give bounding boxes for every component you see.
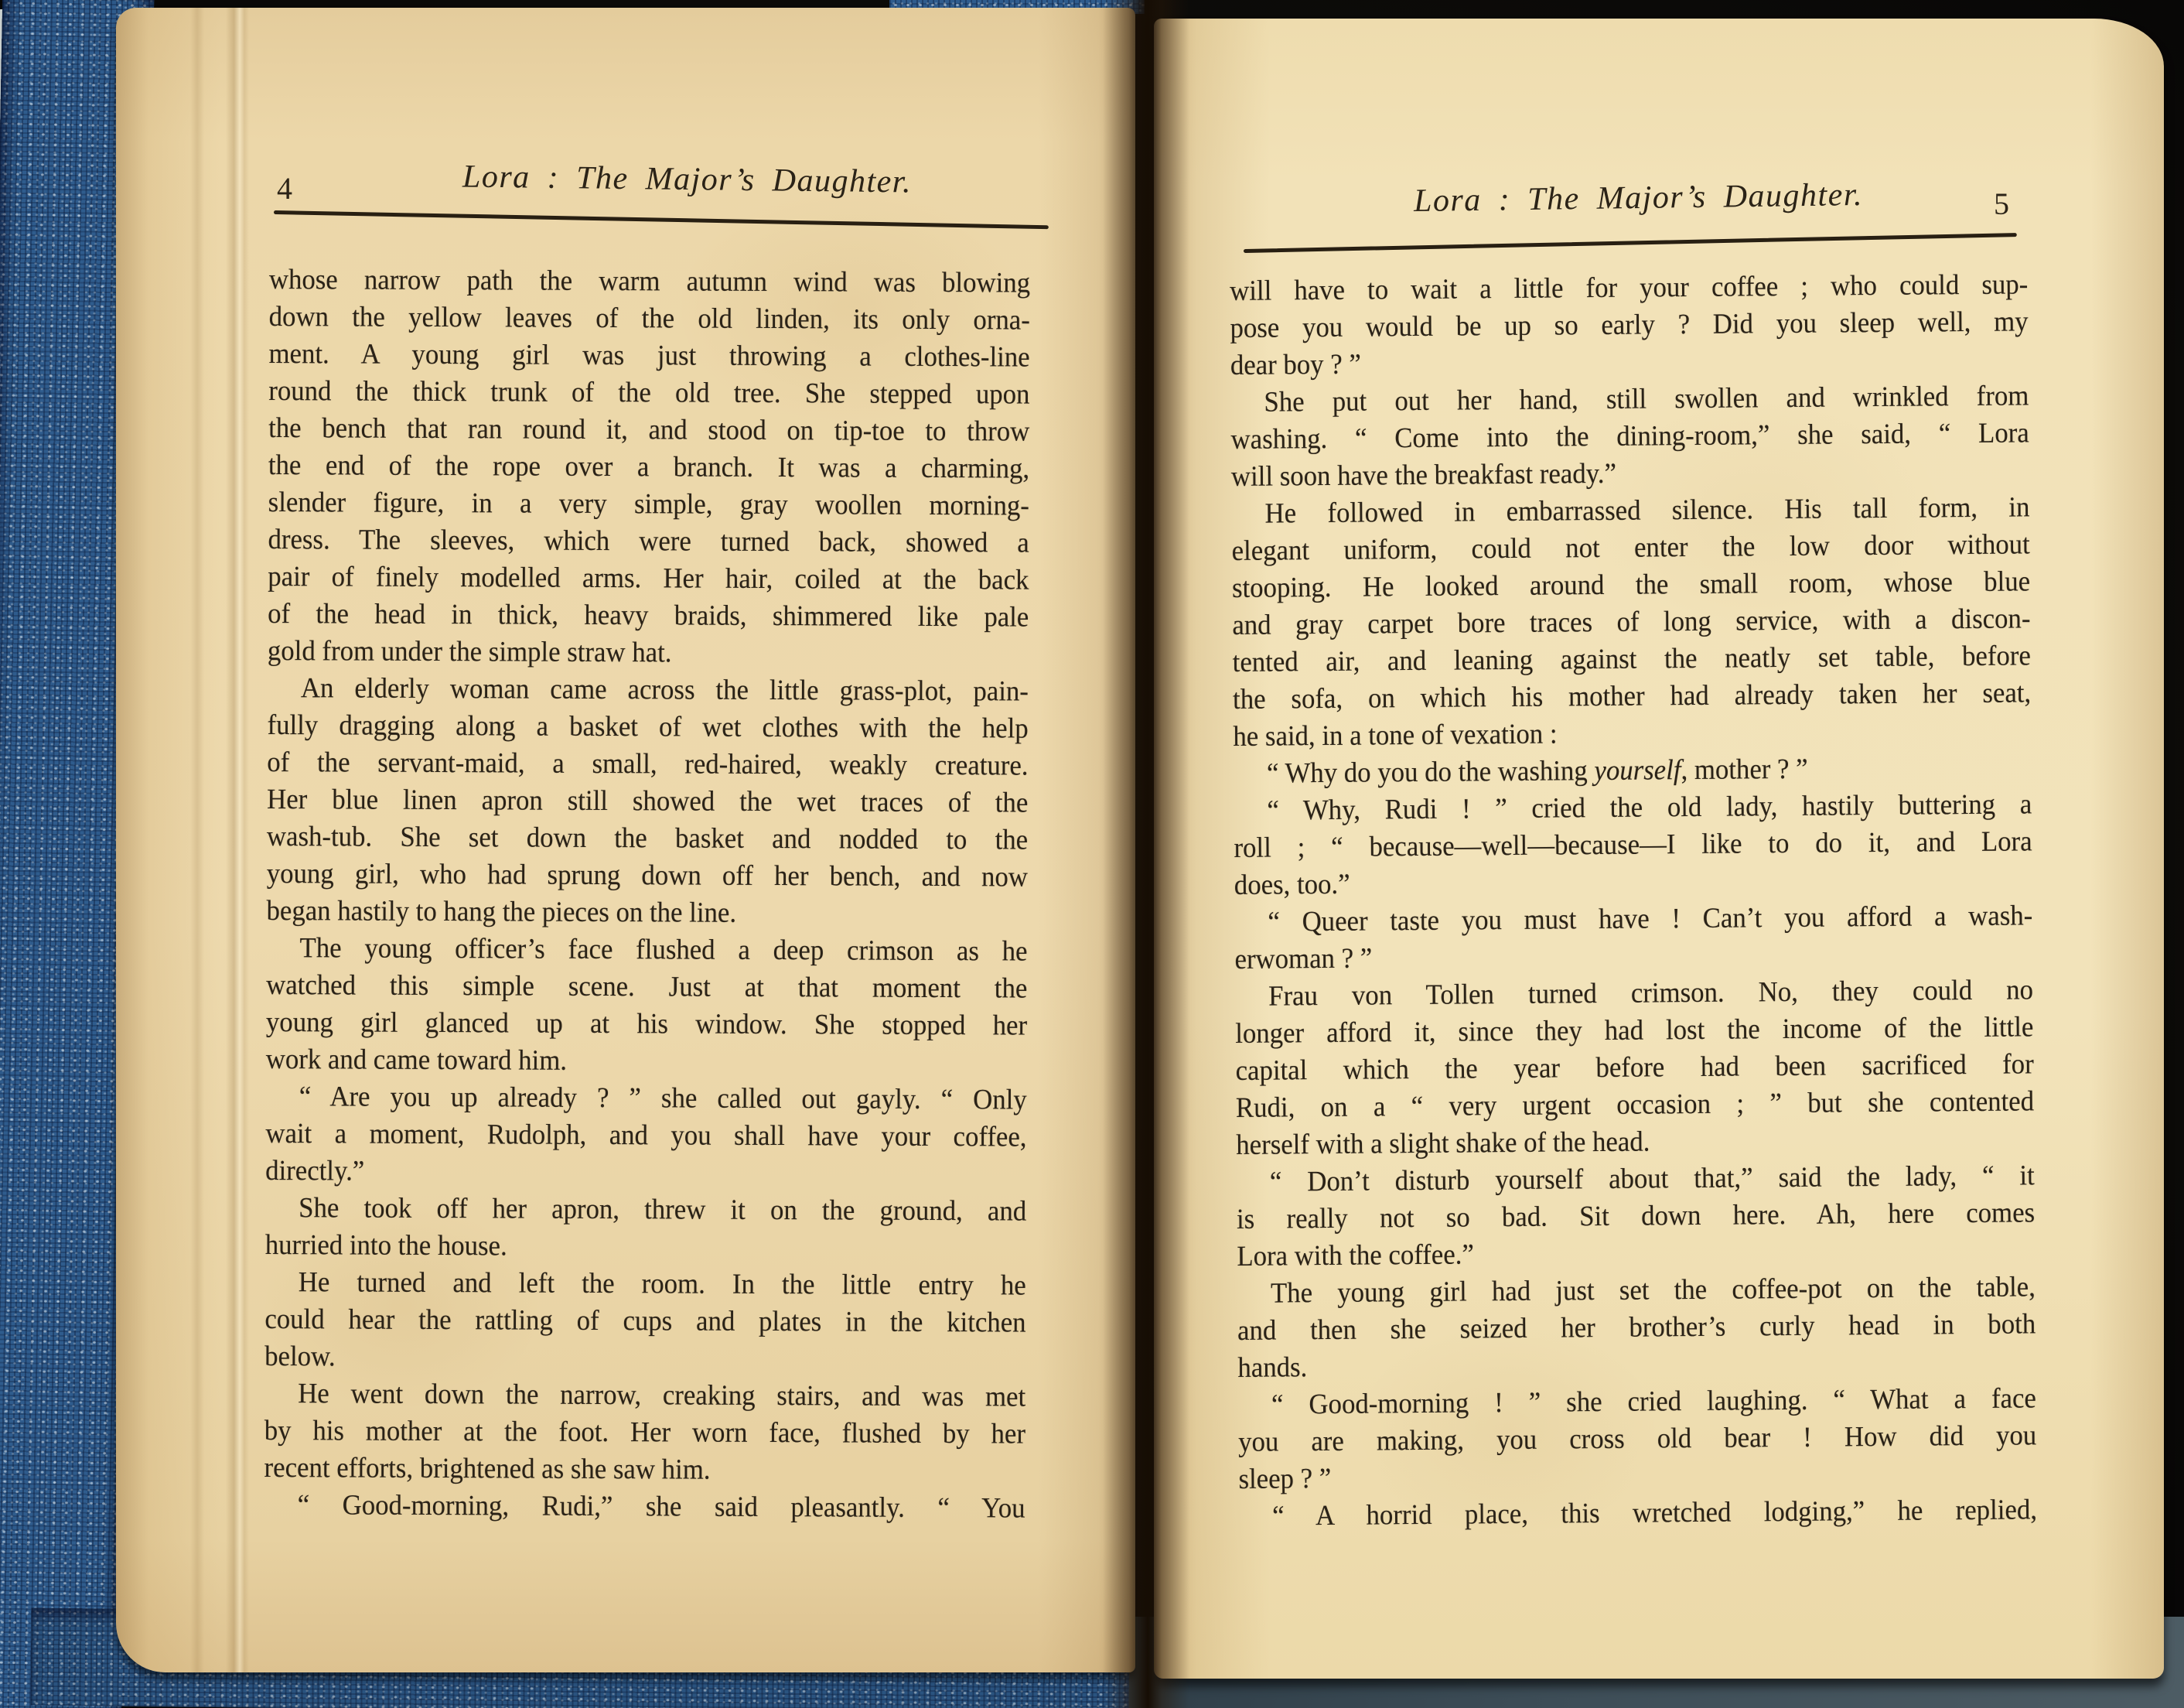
page-number-left: 4 (277, 171, 292, 206)
text-line: dear boy ? ” (1230, 348, 1362, 381)
text-line: will soon have the breakfast ready.” (1230, 457, 1617, 493)
text-line: herself with a slight shake of the head. (1236, 1126, 1650, 1161)
text-line: hands. (1237, 1351, 1308, 1384)
text-line: watched this simple scene. Just at that moment the (266, 968, 1028, 1005)
text-line: sleep ? ” (1238, 1462, 1332, 1495)
text-line: He turned and left the room. In the little entry he (298, 1266, 1026, 1302)
text-line: directly.” (265, 1154, 365, 1187)
text-line: you are making, you cross old bear ! How did you (1238, 1419, 2037, 1458)
text-line: erwoman ? ” (1234, 942, 1373, 975)
text-line: He followed in embarrassed silence. His tall form, in (1264, 491, 2030, 530)
text-line: began hastily to hang the pieces on the line. (266, 894, 737, 929)
text-line: by his mother at the foot. Her worn face, flushed by her (264, 1414, 1026, 1450)
header-rule-left (274, 210, 1049, 229)
text-line: “ Why, Rudi ! ” cried the old lady, hastily buttering a (1267, 788, 2032, 827)
text-line: hurried into the house. (264, 1228, 507, 1262)
text-line: “ Good-morning, Rudi,” she said pleasantly. “ You (297, 1489, 1025, 1525)
page-fold-crease (226, 8, 249, 1672)
text-line: capital which the year before had been sacrificed for (1235, 1048, 2034, 1087)
text-line: work and came toward him. (265, 1043, 568, 1077)
text-line: An elderly woman came across the little grass-plot, pain- (300, 672, 1029, 708)
text-line: is really not so bad. Sit down here. Ah, here comes (1236, 1197, 2036, 1235)
text-line (1234, 749, 2032, 793)
text-line: slender figure, in a very simple, gray woollen morning- (268, 486, 1029, 522)
text-line: “ Queer taste you must have ! Can’t you afford a wash- (1268, 900, 2033, 938)
text-line: does, too.” (1234, 868, 1350, 901)
text-line: elegant uniform, could not enter the low door without (1231, 528, 2030, 567)
text-line: washing. “ Come into the dining-room,” she said, “ Lora (1230, 417, 2029, 456)
text-line: recent efforts, brightened as she saw him. (264, 1451, 711, 1486)
left-page (116, 8, 1135, 1672)
text-line: The young girl had just set the coffee-pot on the table, (1270, 1271, 2036, 1310)
text-line: the sofa, on which his mother had already taken her seat, (1232, 677, 2032, 716)
text-line: below. (264, 1340, 336, 1373)
running-title-right: Lora : The Major’s Daughter. (1413, 176, 1864, 220)
right-page (1154, 19, 2164, 1679)
text-line: round the thick trunk of the old tree. She stepped upon (268, 374, 1030, 411)
text-line: longer afford it, since they had lost the income of the little (1235, 1011, 2034, 1050)
text-line: down the yellow leaves of the old linden, its only orna- (268, 300, 1030, 336)
text-line: young girl, who had sprung down off her bench, and now (266, 857, 1029, 893)
text-line: stooping. He looked around the small room, whose blue (1231, 565, 2031, 604)
text-line: pair of finely modelled arms. Her hair, coiled at the back (268, 560, 1029, 596)
text-line: roll ; “ because—well—because—I like to do it, and Lora (1234, 825, 2032, 864)
text-line: pose you would be up so early ? Did you sleep well, my (1230, 306, 2029, 344)
text-line: “ A horrid place, this wretched lodging,” he replied, (1271, 1494, 2038, 1532)
text-line: gold from under the simple straw hat. (267, 634, 672, 669)
text-line: ment. A young girl was just throwing a clothes-line (268, 337, 1030, 374)
line-segment: “ Why do you do the washing (1266, 755, 1595, 790)
line-segment: , mother ? ” (1681, 753, 1808, 787)
text-line: whose narrow path the warm autumn wind was blowing (268, 263, 1031, 299)
text-line: of the servant-maid, a small, red-haired, weakly creature. (267, 746, 1029, 782)
text-line: He went down the narrow, creaking stairs, and was met (298, 1378, 1026, 1413)
text-line: Frau von Tollen turned crimson. No, they could no (1268, 974, 2034, 1013)
text-line: She took off her apron, threw it on the ground, and (299, 1192, 1027, 1228)
text-line: young girl glanced up at his window. She stopped her (265, 1006, 1028, 1042)
text-line: and gray carpet bore traces of long service, with a discon- (1232, 603, 2031, 641)
page-fold-crease-faint (190, 8, 204, 1672)
text-line: “ Don’t disturb yourself about that,” said the lady, “ it (1269, 1160, 2035, 1198)
text-line: of the head in thick, heavy braids, shimmered like pale (268, 597, 1029, 634)
text-line: tented air, and leaning against the neatly set table, before (1232, 640, 2031, 678)
text-line: Lora with the coffee.” (1237, 1238, 1474, 1272)
text-line: wait a moment, Rudolph, and you shall have your coffee, (265, 1117, 1027, 1153)
italic-word: yourself (1594, 754, 1681, 787)
text-line: the bench that ran round it, and stood on tip-toe to throw (268, 412, 1030, 448)
text-line: “ Are you up already ? ” she called out gayly. “ Only (299, 1081, 1027, 1116)
text-line: “ Good-morning ! ” she cried laughing. “ What a face (1271, 1382, 2037, 1421)
text-line: and then she seized her brother’s curly head in both (1237, 1308, 2036, 1347)
text-line: She put out her hand, still swollen and wrinkled from (1264, 380, 2029, 418)
body-text-right (1230, 266, 2037, 1535)
text-line: Rudi, on a “ very urgent occasion ; ” but she contented (1235, 1085, 2035, 1124)
text-line: the end of the rope over a branch. It was a charming, (268, 449, 1030, 485)
page-number-right: 5 (1994, 186, 2009, 221)
header-rule-right (1244, 233, 2017, 253)
text-line: will have to wait a little for your coffee ; who could sup- (1230, 268, 2029, 307)
text-line: dress. The sleeves, which were turned back, showed a (268, 523, 1029, 559)
text-line: The young officer’s face flushed a deep crimson as he (299, 932, 1028, 968)
text-line: fully dragging along a basket of wet clothes with the help (267, 709, 1029, 745)
text-line: wash-tub. She set down the basket and nodded to the (266, 820, 1029, 856)
body-text-left (264, 261, 1030, 1528)
running-title-left: Lora : The Major’s Daughter. (462, 159, 913, 200)
text-line: he said, in a tone of vexation : (1233, 718, 1558, 753)
text-line: could hear the rattling of cups and plates in the kitchen (264, 1303, 1026, 1339)
text-line: Her blue linen apron still showed the wet traces of the (267, 783, 1029, 819)
